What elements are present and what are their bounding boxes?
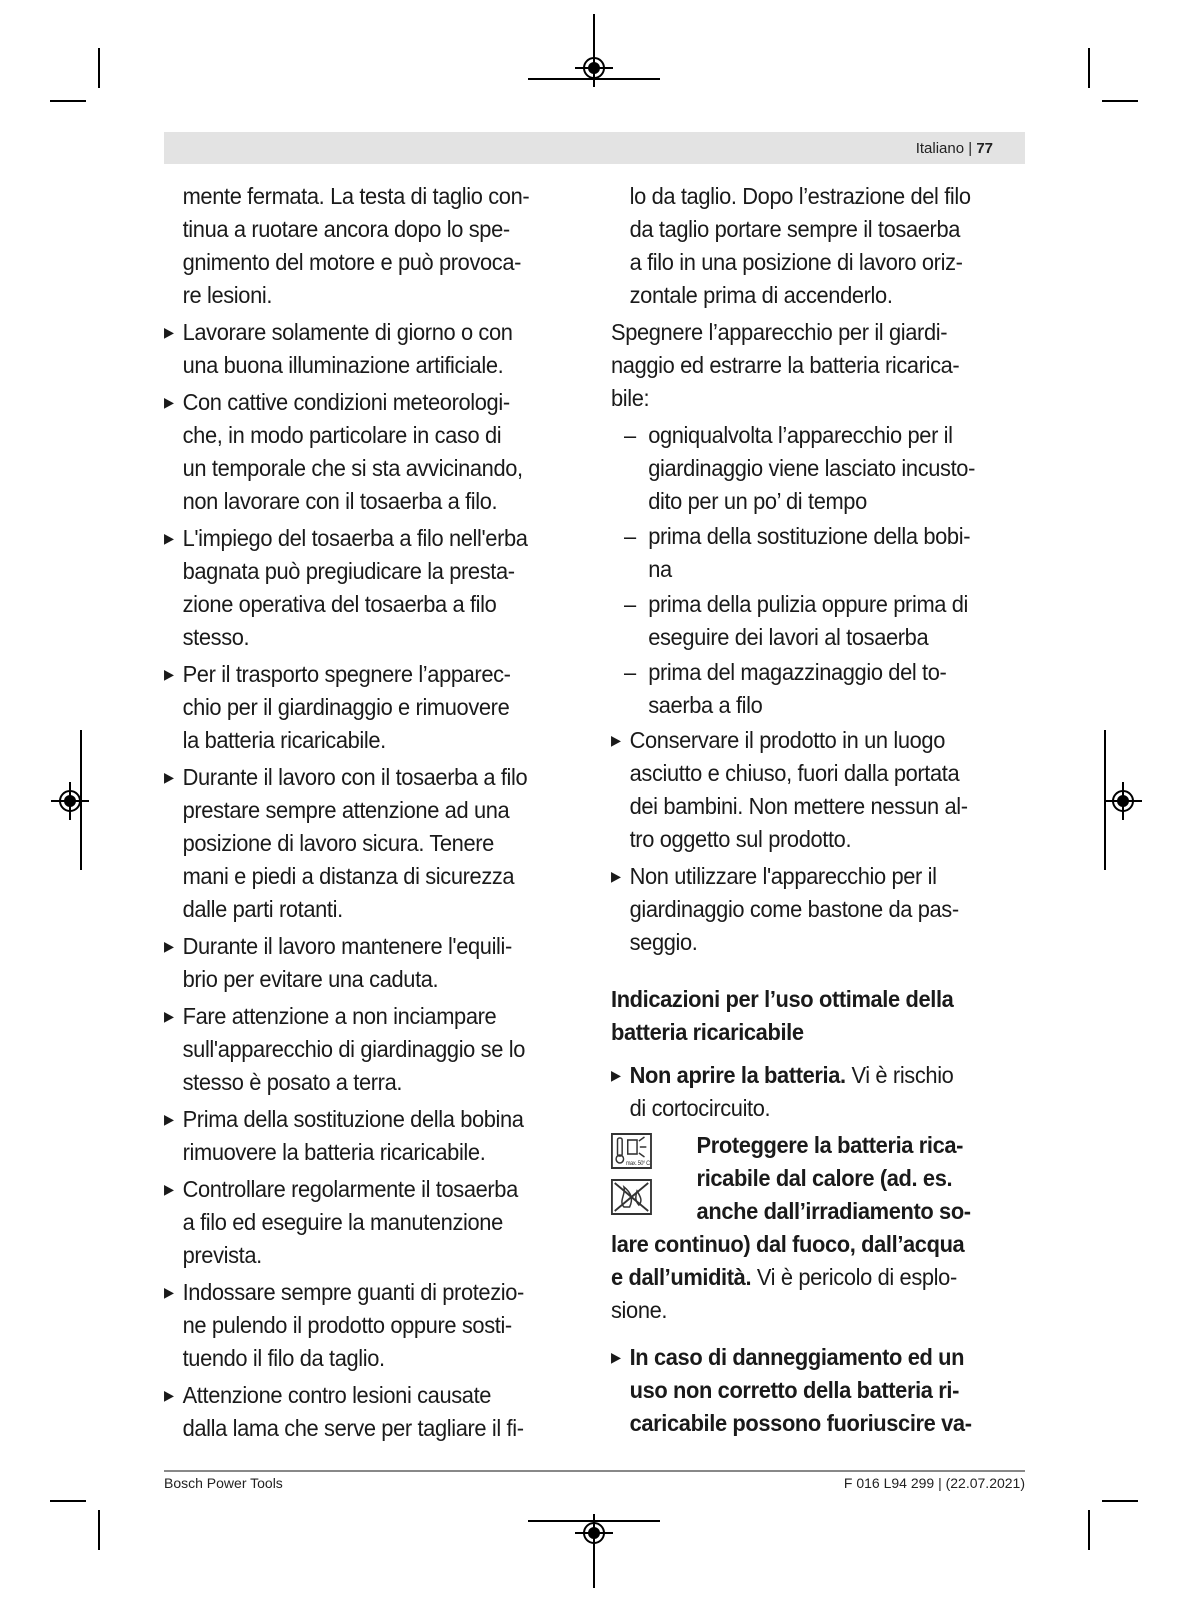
- dash-list-item: – prima della pulizia oppure prima di eseguire dei lavori al tosaerba: [611, 588, 1026, 654]
- page-number: 77: [976, 140, 993, 157]
- list-item: ▶ Per il trasporto spegnere l’apparec- chio per il giardinaggio e rimuovere la batteria ricaricabile.: [164, 658, 571, 757]
- warning-icons: [611, 1129, 697, 1217]
- list-item: ▶ L'impiego del tosaerba a filo nell'erba bagnata può pregiudicare la presta- zione operativa del tosaerba a filo stesso.: [164, 522, 571, 654]
- list-item: ▶ Durante il lavoro con il tosaerba a filo prestare sempre attenzione ad una posizione di lavoro sicura. Tenere mani e piedi a distanza di sicurezza dalle parti rotanti.: [164, 761, 571, 926]
- list-item: ▶ Con cattive condizioni meteorologi- che, in modo particolare in caso di un temporale che si sta avvicinando, non lavorare con il tosaerba a filo.: [164, 386, 571, 518]
- list-item: ▶ Indossare sempre guanti di protezio- ne pulendo il prodotto oppure sosti- tuendo il filo da taglio.: [164, 1276, 571, 1375]
- footer-divider: [164, 1470, 1025, 1472]
- dash-list-item: – ogniqualvolta l’apparecchio per il giardinaggio viene lasciato incusto- dito per un po’ di tempo: [611, 419, 1026, 518]
- thermometer-sun-icon: [611, 1133, 652, 1169]
- registration-mark-icon: [583, 57, 605, 79]
- crop-mark: [98, 48, 100, 88]
- crop-mark: [1088, 1510, 1090, 1550]
- crop-mark: [98, 1510, 100, 1550]
- continued-paragraph: lo da taglio. Dopo l’estrazione del filo da taglio portare sempre il tosaerba a filo in una posizione di lavoro oriz- zontale prima di accenderlo.: [629, 183, 971, 308]
- crop-mark: [50, 100, 86, 102]
- header-language: Italiano: [915, 140, 965, 157]
- list-item: ▶ Prima della sostituzione della bobina rimuovere la batteria ricaricabile.: [164, 1103, 571, 1169]
- section-heading: Indicazioni per l’uso ottimale della batteria ricaricabile: [611, 986, 954, 1045]
- crop-mark: [1102, 100, 1138, 102]
- list-item: ▶ Fare attenzione a non inciampare sull'apparecchio di giardinaggio se lo stesso è posato a terra.: [164, 1000, 571, 1099]
- footer-doc-code: F 016 L94 299 | (22.07.2021): [843, 1475, 1025, 1491]
- right-column: [611, 180, 1026, 1444]
- list-item: ▶ Conservare il prodotto in un luogo asciutto e chiuso, fuori dalla portata dei bambini. Non mettere nessun al- tro oggetto sul prodotto.: [611, 724, 1026, 856]
- list-item: ▶ In caso di danneggiamento ed un uso non corretto della batteria ri- caricabile possono fuoriuscire va-: [611, 1341, 1026, 1440]
- header-separator: |: [968, 140, 973, 157]
- registration-mark-icon: [583, 1522, 605, 1544]
- crop-mark: [1088, 48, 1090, 88]
- registration-mark-icon: [1112, 790, 1134, 812]
- list-item: ▶ Controllare regolarmente il tosaerba a filo ed eseguire la manutenzione prevista.: [164, 1173, 571, 1272]
- page-header: [164, 132, 1025, 164]
- dash-list-item: – prima del magazzinaggio del to- saerba a filo: [611, 656, 1026, 722]
- list-item: ▶ Non utilizzare l'apparecchio per il giardinaggio come bastone da pas- seggio.: [611, 860, 1026, 959]
- paragraph: Spegnere l’apparecchio per il giardi- naggio ed estrarre la batteria ricarica- bile:: [611, 319, 960, 411]
- list-item: ▶ Lavorare solamente di giorno o con una buona illuminazione artificiale.: [164, 316, 571, 382]
- list-item: ▶ Durante il lavoro mantenere l'equili- brio per evitare una caduta.: [164, 930, 571, 996]
- list-item: ▶ Attenzione contro lesioni causate dalla lama che serve per tagliare il fi-: [164, 1379, 571, 1445]
- left-column: [164, 180, 571, 1449]
- list-item: ▶ Non aprire la batteria. Vi è rischio di cortocircuito.: [611, 1059, 1026, 1125]
- footer-brand: Bosch Power Tools: [164, 1475, 283, 1491]
- header-page-label: [916, 140, 993, 157]
- crop-mark: [1102, 1500, 1138, 1502]
- dash-list-item: – prima della sostituzione della bobi- na: [611, 520, 1026, 586]
- crop-mark: [50, 1500, 86, 1502]
- continued-paragraph: mente fermata. La testa di taglio con- tinua a ruotare ancora dopo lo spe- gnimento del motore e può provoca- re lesioni.: [182, 183, 530, 308]
- max-temp-label: max. 50° C: [625, 1160, 650, 1167]
- no-fire-water-icon: [611, 1179, 652, 1215]
- battery-warning-paragraph: max. 50° C Proteggere la batteria rica- ricabile dal calore (ad. es. anche dall’irradiamento so- lare continuo) dal fuoco, dall’acqua e dall’umidità. Vi è pericolo di esplo- sione.: [611, 1129, 1026, 1327]
- registration-mark-icon: [59, 790, 81, 812]
